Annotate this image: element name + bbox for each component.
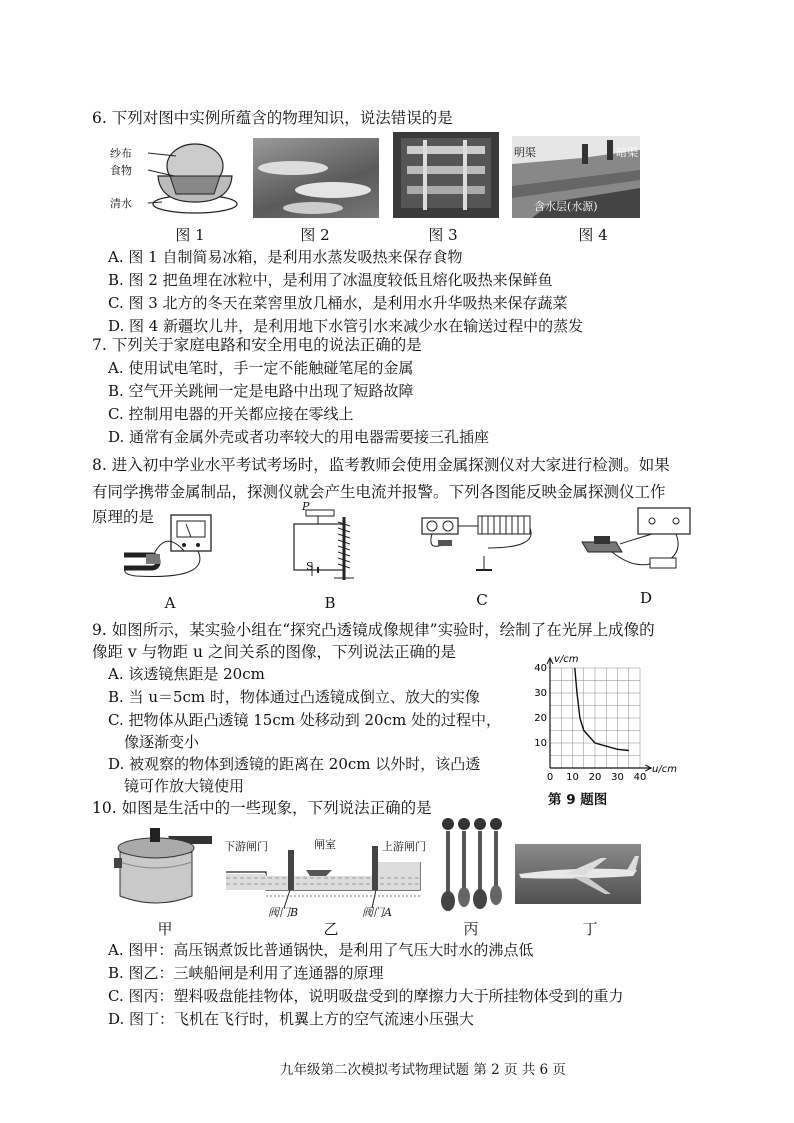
b-label-p: P (302, 502, 310, 513)
q8-figure-b (288, 502, 368, 587)
q9-stem-line-1: 9. 如图所示，某实验小组在“探究凸透镜成像规律”实验时，绘制了在光屏上成像的 (92, 621, 655, 639)
fig1-caption: 图 1 (175, 226, 205, 244)
lock-label-downstream-gate: 下游闸门 (224, 840, 268, 853)
q7-stem: 7. 下列关于家庭电路和安全用电的说法正确的是 (92, 336, 422, 354)
q10-stem: 10. 如图是生活中的一些现象，下列说法正确的是 (92, 799, 432, 817)
q8-label-a: A (164, 594, 176, 612)
q8-figure-a (116, 510, 221, 585)
page-footer: 九年级第二次模拟考试物理试题 第 2 页 共 6 页 (280, 1062, 566, 1078)
q9-option-d-cont: 镜可作放大镜使用 (124, 777, 245, 795)
lock-label-chamber: 闸室 (314, 838, 336, 851)
q6-figure-3-cellar-photo (393, 132, 499, 218)
y-axis-label: v/cm (554, 654, 579, 665)
q7-option-b: B. 空气开关跳闸一定是电路中出现了短路故障 (108, 382, 414, 400)
q9-option-a: A. 该透镜焦距是 20cm (108, 665, 265, 683)
q8-label-d: D (639, 589, 653, 607)
lock-label-valve-a: 阀门A (362, 906, 392, 918)
q9-option-b: B. 当 u＝5cm 时，物体通过凸透镜成倒立、放大的实像 (108, 688, 480, 706)
q10-caption-jia: 甲 (157, 920, 173, 938)
q6-stem: 6. 下列对图中实例所蕴含的物理知识，说法错误的是 (92, 109, 453, 127)
q6-figure-2-fish-photo (253, 138, 379, 218)
y-tick-label: 30 (534, 688, 547, 699)
x-tick-label: 0 (546, 772, 554, 783)
q6-figure-4-karez (512, 136, 640, 218)
q8-figure-d (572, 504, 697, 582)
y-tick-label: 40 (534, 663, 547, 674)
q8-stem-line-1: 8. 进入初中学业水平考试考场时，监考教师会使用金属探测仪对大家进行检测。如果 (92, 456, 670, 474)
q8-label-b: B (324, 594, 336, 612)
q10-figure-suction-hooks (440, 815, 504, 915)
q9-option-c-cont: 像逐渐变小 (124, 733, 200, 751)
q9-option-c: C. 把物体从距凸透镜 15cm 处移动到 20cm 处的过程中， (108, 711, 501, 729)
x-tick-label: 20 (588, 772, 602, 783)
y-tick-label: 20 (534, 713, 547, 724)
q6-option-d: D. 图 4 新疆坎儿井，是利用地下水管引水来减少水在输送过程中的蒸发 (108, 317, 584, 335)
q10-option-a: A. 图甲：高压锅煮饭比普通锅快，是利用了气压大时水的沸点低 (108, 941, 534, 959)
q7-option-c: C. 控制用电器的开关都应接在零线上 (108, 405, 354, 423)
fig4-label-hidden-channel: 暗渠 (616, 146, 638, 159)
q10-caption-yi: 乙 (323, 920, 339, 938)
x-axis-label: u/cm (652, 764, 677, 775)
x-tick-label: 10 (566, 772, 579, 783)
q10-figure-ship-lock (222, 832, 428, 918)
b-label-s: S (306, 560, 314, 573)
q10-caption-ding: 丁 (582, 920, 598, 938)
q9-stem-line-2: 像距 v 与物距 u 之间关系的图像，下列说法正确的是 (92, 643, 456, 661)
x-tick-label: 30 (611, 772, 624, 783)
q10-figure-airplane-photo (515, 844, 641, 904)
lock-label-valve-b: 阀门B (268, 906, 299, 918)
lock-label-upstream-gate: 上游闸门 (382, 840, 426, 853)
q10-figure-pressure-cooker (112, 822, 214, 914)
q6-option-c: C. 图 3 北方的冬天在菜窖里放几桶水，是利用水升华吸热来保存蔬菜 (108, 294, 568, 312)
q9-option-d: D. 被观察的物体到透镜的距离在 20cm 以外时，该凸透 (108, 755, 481, 773)
fig1-label-water: 清水 (110, 197, 132, 210)
q10-caption-bing: 丙 (463, 920, 479, 938)
q10-option-b: B. 图乙：三峡船闸是利用了连通器的原理 (108, 964, 384, 982)
q9-caption: 第 9 题图 (548, 792, 608, 808)
fig2-caption: 图 2 (300, 226, 330, 244)
q7-option-a: A. 使用试电笔时，手一定不能触碰笔尾的金属 (108, 359, 414, 377)
q6-option-b: B. 图 2 把鱼埋在冰粒中，是利用了冰温度较低且熔化吸热来保鲜鱼 (108, 271, 553, 289)
q8-stem-line-3: 原理的是 (92, 508, 155, 526)
q6-figure-1 (110, 136, 240, 216)
q8-stem-line-2: 有同学携带金属制品，探测仪就会产生电流并报警。下列各图能反映金属探测仪工作 (92, 483, 666, 501)
q8-figure-c (418, 508, 540, 580)
fig1-label-gauze: 纱布 (110, 147, 132, 160)
q7-option-d: D. 通常有金属外壳或者功率较大的用电器需要接三孔插座 (108, 428, 490, 446)
fig4-caption: 图 4 (578, 226, 608, 244)
q10-option-c: C. 图丙：塑料吸盘能挂物体，说明吸盘受到的摩擦力大于所挂物体受到的重力 (108, 987, 624, 1005)
q10-option-d: D. 图丁：飞机在飞行时，机翼上方的空气流速小压强大 (108, 1010, 475, 1028)
q8-label-c: C (476, 591, 488, 609)
fig4-label-open-channel: 明渠 (514, 146, 536, 159)
q6-option-a: A. 图 1 自制简易冰箱，是利用水蒸发吸热来保存食物 (108, 248, 463, 266)
fig4-label-aquifer: 含水层(水源) (534, 200, 598, 213)
x-tick-label: 40 (633, 772, 647, 783)
y-tick-label: 10 (534, 738, 547, 749)
q9-chart (528, 640, 688, 785)
fig1-label-food: 食物 (110, 164, 132, 177)
fig3-caption: 图 3 (428, 226, 458, 244)
